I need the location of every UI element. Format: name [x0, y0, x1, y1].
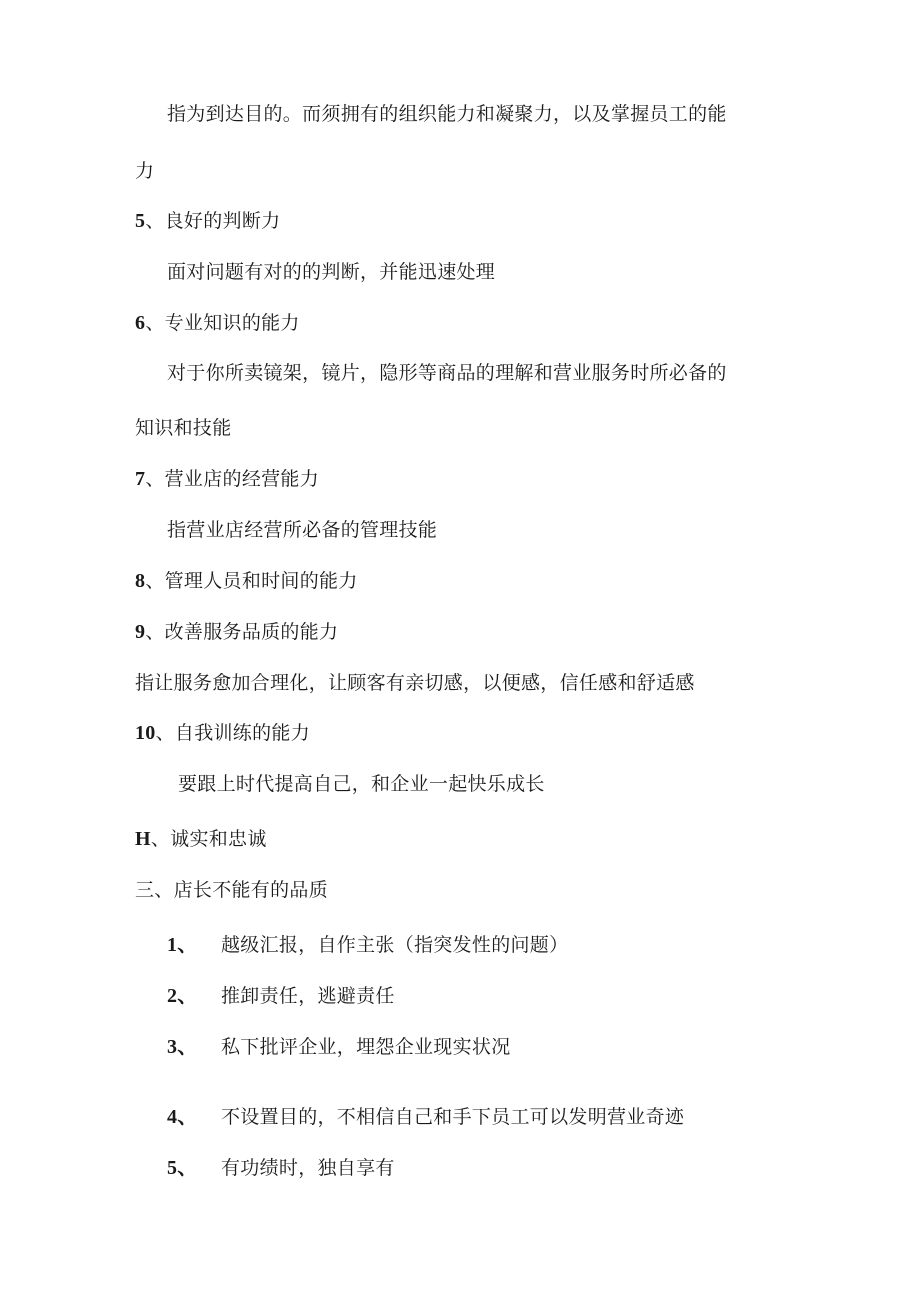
- item-8-heading: [135, 569, 358, 593]
- item-6-heading: [135, 311, 300, 335]
- item-6-desc-line1: 对于你所卖镜架，镜片，隐形等商品的理解和营业服务时所必备的: [167, 362, 727, 384]
- prohibited-item-text: 越级汇报，自作主张（指突发性的问题）: [221, 934, 569, 956]
- item-9-number: 9: [135, 621, 146, 643]
- prohibited-item-number: 5、: [167, 1157, 198, 1179]
- item-11-number: H: [135, 828, 151, 850]
- item-6-title: 、专业知识的能力: [145, 312, 300, 334]
- leadership-desc-line1: 指为到达目的。而须拥有的组织能力和凝聚力，以及掌握员工的能: [167, 103, 727, 125]
- prohibited-item-text: 有功绩时，独自享有: [221, 1157, 395, 1179]
- prohibited-item: [167, 984, 395, 1008]
- item-10-desc: 要跟上时代提高自己，和企业一起快乐成长: [178, 773, 545, 795]
- section-3-heading: 三、店长不能有的品质: [135, 879, 329, 901]
- prohibited-item: [167, 1156, 395, 1180]
- prohibited-item: [167, 933, 568, 957]
- prohibited-item-number: 1、: [167, 934, 198, 956]
- prohibited-item: [167, 1105, 684, 1129]
- item-9-desc: 指让服务愈加合理化，让顾客有亲切感，以便感，信任感和舒适感: [135, 672, 695, 694]
- item-10-title: 、自我训练的能力: [155, 722, 311, 744]
- item-5-heading: [135, 209, 280, 233]
- prohibited-item-text: 私下批评企业，埋怨企业现实状况: [221, 1036, 511, 1058]
- item-7-title: 、营业店的经营能力: [145, 468, 320, 490]
- item-6-desc-line2: 知识和技能: [135, 417, 232, 439]
- prohibited-item-text: 推卸责任，逃避责任: [221, 985, 395, 1007]
- item-7-heading: [135, 467, 319, 491]
- leadership-desc-line2: 力: [135, 160, 155, 182]
- item-6-number: 6: [135, 312, 146, 334]
- prohibited-item-number: 4、: [167, 1106, 198, 1128]
- item-9-heading: [135, 620, 338, 644]
- prohibited-item-number: 2、: [167, 985, 198, 1007]
- item-10-number: 10: [135, 722, 156, 744]
- item-8-number: 8: [135, 570, 146, 592]
- prohibited-item-text: 不设置目的，不相信自己和手下员工可以发明营业奇迹: [221, 1106, 685, 1128]
- item-8-title: 、管理人员和时间的能力: [145, 570, 358, 592]
- item-7-number: 7: [135, 468, 146, 490]
- item-5-title: 、良好的判断力: [145, 210, 281, 232]
- item-5-desc: 面对问题有对的的判断，并能迅速处理: [167, 261, 496, 283]
- prohibited-item-number: 3、: [167, 1036, 198, 1058]
- item-9-title: 、改善服务品质的能力: [145, 621, 339, 643]
- item-5-number: 5: [135, 210, 146, 232]
- item-11-heading: [135, 827, 267, 851]
- item-10-heading: [135, 721, 310, 745]
- item-11-title: 、诚实和忠诚: [150, 828, 267, 850]
- prohibited-item: [167, 1035, 511, 1059]
- item-7-desc: 指营业店经营所必备的管理技能: [167, 519, 438, 541]
